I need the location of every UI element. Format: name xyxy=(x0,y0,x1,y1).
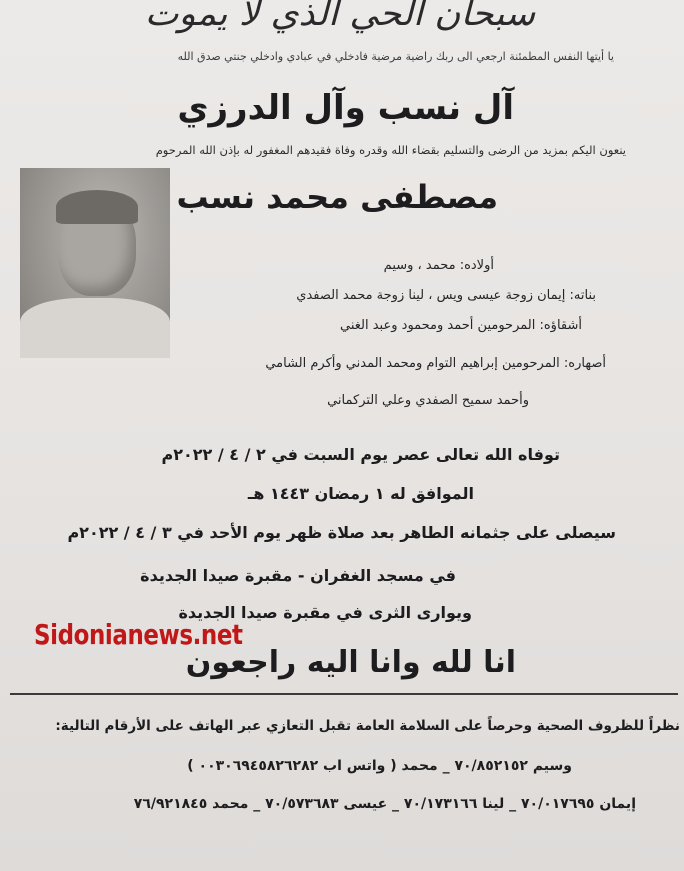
hijri-date: الموافق له ١ رمضان ١٤٤٣ هـ xyxy=(247,484,474,503)
relatives-sons: أولاده: محمد ، وسيم xyxy=(383,258,494,273)
relatives-in-laws: أصهاره: المرحومين إبراهيم التوام ومحمد المدني وأكرم الشامي xyxy=(265,356,606,371)
phone-line-1: وسيم ٧٠/٨٥٢١٥٢ _ محمد ( واتس اب ٠٠٣٠٦٩٤٥٨٢٦٢٨٢ ) xyxy=(187,758,572,774)
mosque-location: في مسجد الغفران - مقبرة صيدا الجديدة xyxy=(140,566,456,585)
header-calligraphy: سبحان الحي الذي لا يموت xyxy=(144,0,536,34)
relatives-in-laws-continued: وأحمد سميح الصفدي وعلي التركماني xyxy=(327,393,529,408)
site-watermark: Sidonianews.net xyxy=(34,618,243,651)
families-title: آل نسب وآل الدرزي xyxy=(177,88,514,128)
phone-line-2: إيمان ٧٠/٠١٧٦٩٥ _ لينا ٧٠/١٧٣١٦٦ _ عيسى ٧٠/٥٧٣٦٨٣ _ محمد ٧٦/٩٢١٨٤٥ xyxy=(133,796,636,812)
death-date: توفاه الله تعالى عصر يوم السبت في ٢ / ٤ / ٢٠٢٢م xyxy=(161,445,560,464)
relatives-daughters: بناته: إيمان زوجة عيسى ويس ، لينا زوجة محمد الصفدي xyxy=(296,288,596,303)
relatives-brothers: أشقاؤه: المرحومين أحمد ومحمود وعبد الغني xyxy=(340,318,582,333)
photo-hair xyxy=(56,190,138,224)
mourning-text: ينعون اليكم بمزيد من الرضى والتسليم بقضاء الله وقدره وفاة فقيدهم المغفور له بإذن الله المرحوم xyxy=(155,143,626,157)
deceased-photo xyxy=(20,168,170,358)
quran-phrase: انا لله وانا اليه راجعون xyxy=(185,645,516,680)
burial-location: ويوارى الثرى في مقبرة صيدا الجديدة xyxy=(178,603,472,622)
divider xyxy=(10,693,678,695)
deceased-name: مصطفى محمد نسب xyxy=(176,178,498,216)
condolence-notice: نظراً للظروف الصحية وحرصاً على السلامة العامة تقبل التعازي عبر الهاتف على الأرقام التالية: xyxy=(55,718,680,734)
photo-shirt xyxy=(20,298,170,358)
quran-verse: يا أيتها النفس المطمئنة ارجعي الى ربك راضية مرضية فادخلي في عبادي وادخلي جنتي صدق الله xyxy=(177,50,614,63)
funeral-prayer: سيصلى على جثمانه الطاهر بعد صلاة ظهر يوم الأحد في ٣ / ٤ / ٢٠٢٢م xyxy=(67,523,616,542)
